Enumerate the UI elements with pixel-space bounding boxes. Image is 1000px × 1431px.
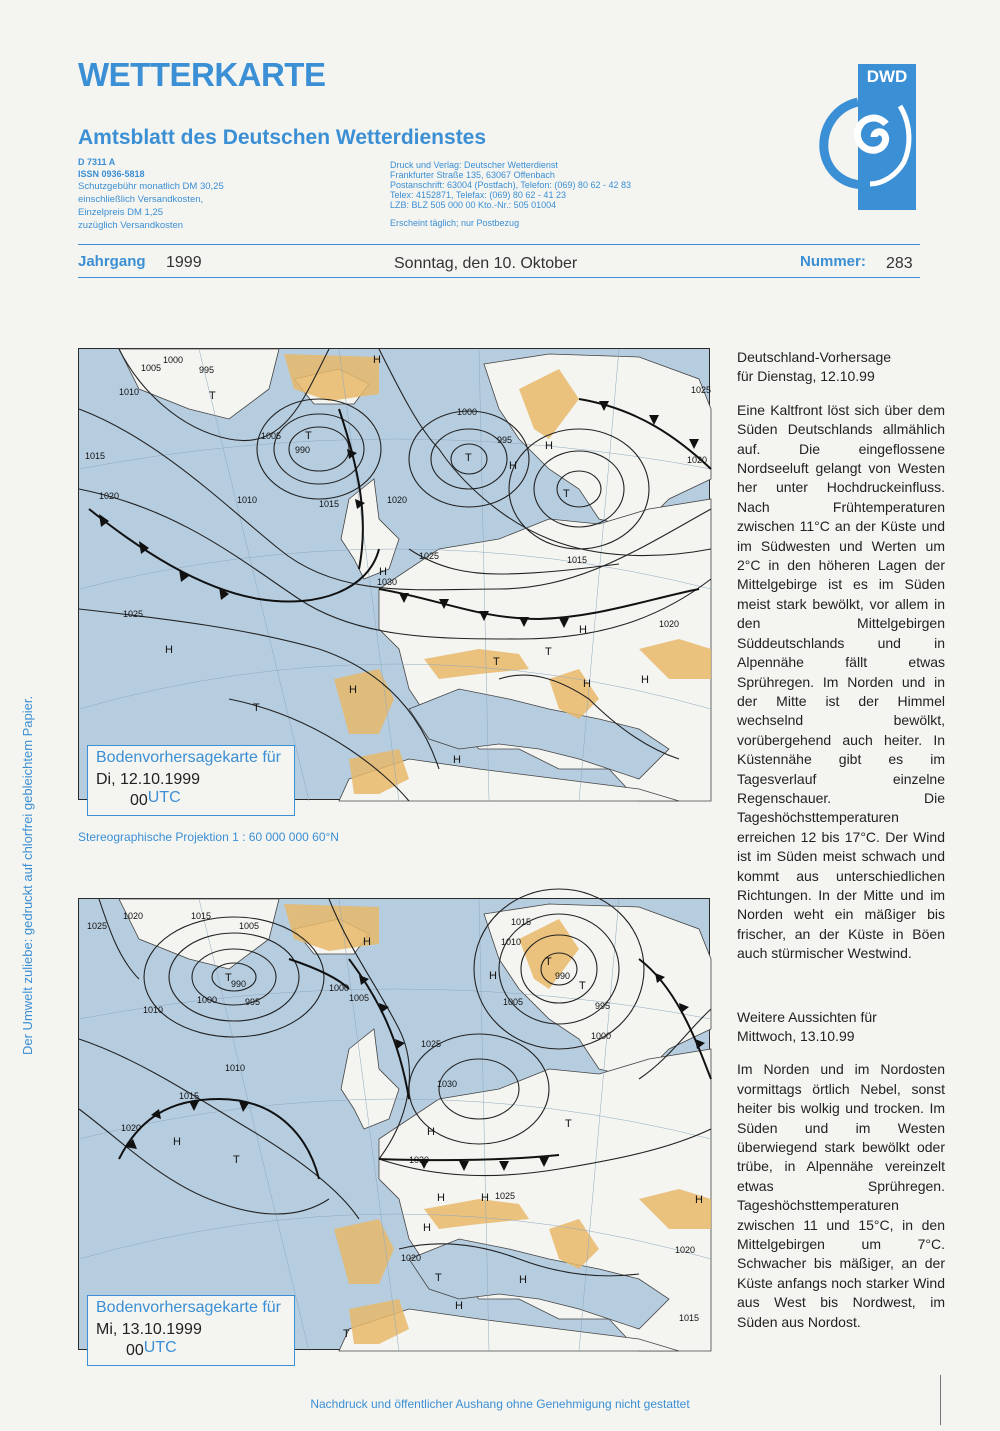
forecast-text: Eine Kaltfront löst sich über dem Süden Deutschlands allmählich auf. Die eingeflossene Nordseeluft gelangt von Westen her unter Hochdruckeinfluss. Nach Frühtemperaturen zwischen 11°C an der Küste und im Südwesten und Werten um 2°C in den höheren Lagen der Mittelgebirge ist es im Süden meist stark bewölkt, vor allem in den Mittelgebirgen Süddeutschlands und in Alpennähe fällt etwas Sprühregen. Im Norden und in der Mitte ist der Himmel wechselnd bewölkt, vorübergehend auch heiter. In Küstennähe gibt es im Tagesverlauf einzelne Regenschauer. Die Tageshöchsttemperaturen erreichen 12 bis 17°C. Der Wind ist im Süden meist schwach und kommt aus unterschiedlichen Richtungen. In der Mitte und im Norden weht ein mäßiger bis frischer, an der Küste in Böen auch stürmischer Westwind.: [737, 401, 945, 962]
isobar-label: 1025: [421, 1039, 442, 1049]
newsletter-title: WETTERKARTE: [78, 56, 326, 93]
publisher-info: [390, 160, 631, 228]
pressure-system-label: H: [545, 440, 553, 452]
outlook-heading-line: Weitere Aussichten für: [737, 1008, 877, 1025]
map-caption-utc: UTC: [143, 1339, 177, 1356]
pressure-system-label: H: [481, 1192, 489, 1204]
isobar-label: 1000: [457, 407, 478, 417]
pressure-system-label: H: [373, 354, 381, 366]
number-label: Nummer:: [800, 253, 866, 270]
isobar-label: 1025: [87, 921, 108, 931]
land-greenland: [119, 899, 279, 969]
isobar-label: 1020: [99, 491, 120, 501]
land-scandinavia: [484, 904, 711, 1079]
isobar-label: 1000: [197, 995, 218, 1005]
map-caption-utc: UTC: [147, 789, 181, 806]
isobar-label: 1020: [387, 495, 408, 505]
publication-code: D 7311 A: [78, 157, 116, 167]
map-2-caption: [87, 1295, 295, 1366]
isobar-label: 1030: [437, 1079, 458, 1089]
pressure-system-label: T: [209, 390, 216, 402]
pressure-system-label: T: [565, 1118, 572, 1130]
masthead-rule-bottom: [78, 277, 920, 278]
publication-codes: [78, 157, 224, 232]
projection-note: Stereographische Projektion 1 : 60 000 000 60°N: [78, 830, 339, 844]
footer-copyright: Nachdruck und öffentlicher Aushang ohne Genehmigung nicht gestattet: [310, 1397, 690, 1411]
isobar-label: 1010: [143, 1005, 164, 1015]
isobar-label: 1005: [349, 993, 370, 1003]
isobar-label: 1015: [179, 1091, 200, 1101]
pressure-system-label: H: [641, 674, 649, 686]
forecast-map-1: [78, 348, 712, 809]
relief-iberia: [334, 1219, 394, 1284]
pressure-system-label: H: [165, 644, 173, 656]
isobar-label: 1030: [409, 1155, 430, 1165]
year-value: 1999: [166, 254, 202, 271]
environment-note: Der Umwelt zuliebe: gedruckt auf chlorfrei gebleichtem Papier.: [20, 695, 35, 1055]
pressure-system-label: H: [379, 566, 387, 578]
isobar-label: 1010: [119, 387, 140, 397]
land-british-isles: [341, 1029, 399, 1129]
pressure-system-label: H: [489, 970, 497, 982]
isobar-label: 990: [231, 979, 247, 989]
pressure-system-label: T: [545, 646, 552, 658]
year-label: Jahrgang: [78, 253, 146, 270]
map-1-graphic: [79, 349, 711, 801]
isobar-label: 1020: [659, 619, 680, 629]
pressure-system-label: H: [509, 460, 517, 472]
map-caption-title: Bodenvorhersagekarte für: [96, 749, 281, 766]
isobar-label: 1005: [503, 997, 524, 1007]
map-caption-hour: 00: [126, 1342, 144, 1359]
publisher-line: Telex: 4152871, Telefax: (069) 80 62 - 41 23: [390, 190, 566, 200]
scan-mark: [940, 1375, 941, 1425]
isobar-label: 1000: [591, 1031, 612, 1041]
land-greenland: [119, 349, 279, 419]
isobar-label: 1020: [123, 911, 144, 921]
isobar-label: 995: [595, 1001, 611, 1011]
pressure-system-label: H: [427, 1126, 435, 1138]
isobar-label: 1010: [237, 495, 258, 505]
forecast-heading-line: für Dienstag, 12.10.99: [737, 368, 875, 385]
map-2-graphic: [79, 899, 711, 1351]
isobar-label: 1015: [85, 451, 106, 461]
isobar-label: 1020: [687, 455, 708, 465]
issn: ISSN 0936-5818: [78, 168, 145, 179]
fee-line: zuzüglich Versandkosten: [78, 220, 184, 231]
map-caption-date: Mi, 13.10.1999: [96, 1321, 202, 1338]
pressure-system-label: T: [253, 702, 260, 714]
pressure-system-label: T: [545, 956, 552, 968]
publisher-line: Frankfurter Straße 135, 63067 Offenbach: [390, 170, 555, 180]
dwd-logo-text: DWD: [866, 67, 908, 86]
isobar-label: 1015: [191, 911, 212, 921]
isobar-label: 995: [199, 365, 215, 375]
publisher-line: Postanschrift: 63004 (Postfach), Telefon: (069) 80 62 - 42 83: [390, 180, 631, 190]
pressure-system-label: H: [173, 1136, 181, 1148]
publisher-line: Druck und Verlag: Deutscher Wetterdienst: [390, 160, 558, 170]
pressure-system-label: H: [455, 1300, 463, 1312]
fee-line: einschließlich Versandkosten,: [78, 194, 204, 205]
forecast-heading: [737, 348, 945, 387]
isobar-label: 1015: [679, 1313, 700, 1323]
pressure-system-label: H: [453, 754, 461, 766]
pressure-system-label: H: [695, 1194, 703, 1206]
number-value: 283: [886, 255, 913, 272]
outlook-text: Im Norden und im Nordosten vormittags örtlich Nebel, sonst heiter bis wolkig und trocken. Im Süden und im Westen überwiegend stark bewölkt oder trübe, in Alpennähe vereinzelt etwas Sprühregen. Tageshöchsttemperaturen zwischen 11 und 15°C, in den Mittelgebirgen um 7°C. Schwacher bis mäßiger, an der Küste anfangs noch starker Wind aus West bis Nordwest, im Süden aus Nordost.: [737, 1061, 945, 1330]
pressure-system-label: H: [579, 624, 587, 636]
forecast-map-2: [78, 898, 710, 1359]
map-caption-hour: 00: [130, 792, 148, 809]
isobar-label: 1005: [141, 363, 162, 373]
isobar-label: 1000: [329, 983, 350, 993]
map-caption-title: Bodenvorhersagekarte für: [96, 1299, 281, 1316]
forecast-heading-line: Deutschland-Vorhersage: [737, 349, 892, 365]
map-caption-date-line: [96, 771, 286, 810]
isobar-label: 1020: [675, 1245, 696, 1255]
map-caption-date-line: [96, 1321, 286, 1360]
pressure-system-label: T: [233, 1154, 240, 1166]
isobar-label: 1015: [567, 555, 588, 565]
dwd-logo: [818, 62, 920, 212]
land-british-isles: [341, 479, 399, 579]
masthead-rule-top: [78, 244, 920, 245]
fee-line: Einzelpreis DM 1,25: [78, 207, 164, 218]
isobar-label: 1030: [377, 577, 398, 587]
pressure-system-label: H: [583, 678, 591, 690]
pressure-system-label: T: [465, 452, 472, 464]
isobar-label: 1000: [163, 355, 184, 365]
pressure-system-label: H: [363, 936, 371, 948]
isobar-label: 1025: [495, 1191, 516, 1201]
pressure-system-label: T: [493, 656, 500, 668]
forecast-column: [737, 348, 945, 1332]
pressure-system-label: T: [563, 488, 570, 500]
isobar-label: 1005: [261, 431, 282, 441]
map-1-caption: [87, 745, 295, 816]
map-caption-date: Di, 12.10.1999: [96, 771, 201, 788]
isobar-label: 1015: [319, 499, 340, 509]
relief-iberia: [334, 669, 394, 734]
issue-date: Sonntag, den 10. Oktober: [394, 255, 578, 272]
isobar-label: 1025: [419, 551, 440, 561]
isobar-label: 990: [295, 445, 311, 455]
isobar-label: 1020: [401, 1253, 422, 1263]
isobar-label: 1025: [123, 609, 144, 619]
pressure-system-label: H: [423, 1222, 431, 1234]
publication-frequency: Erscheint täglich; nur Postbezug: [390, 218, 520, 228]
pressure-system-label: T: [579, 980, 586, 992]
pressure-system-label: T: [343, 1328, 350, 1340]
relief-iceland: [284, 354, 379, 401]
pressure-system-label: H: [519, 1274, 527, 1286]
isobar-label: 1015: [511, 917, 532, 927]
pressure-system-label: T: [435, 1272, 442, 1284]
isobar-label: 1010: [501, 937, 522, 947]
isobar-label: 990: [555, 971, 571, 981]
issue-bar: [78, 251, 920, 277]
isobar-label: 1005: [239, 921, 260, 931]
newsletter-subtitle: Amtsblatt des Deutschen Wetterdienstes: [78, 126, 487, 149]
publisher-line: LZB: BLZ 505 000 00 Kto.-Nr.: 505 01004: [390, 200, 557, 210]
isobar-label: 995: [245, 997, 261, 1007]
pressure-system-label: H: [349, 684, 357, 696]
pressure-system-label: T: [305, 430, 312, 442]
isobar-label: 995: [497, 435, 513, 445]
fee-line: Schutzgebühr monatlich DM 30,25: [78, 181, 224, 192]
isobar-label: 1020: [121, 1123, 142, 1133]
outlook-heading-line: Mittwoch, 13.10.99: [737, 1028, 855, 1044]
pressure-system-label: H: [437, 1192, 445, 1204]
isobar-label: 1010: [225, 1063, 246, 1073]
outlook-heading: [737, 1008, 945, 1047]
pressure-system-label: T: [225, 972, 232, 984]
isobar-label: 1025: [691, 385, 712, 395]
